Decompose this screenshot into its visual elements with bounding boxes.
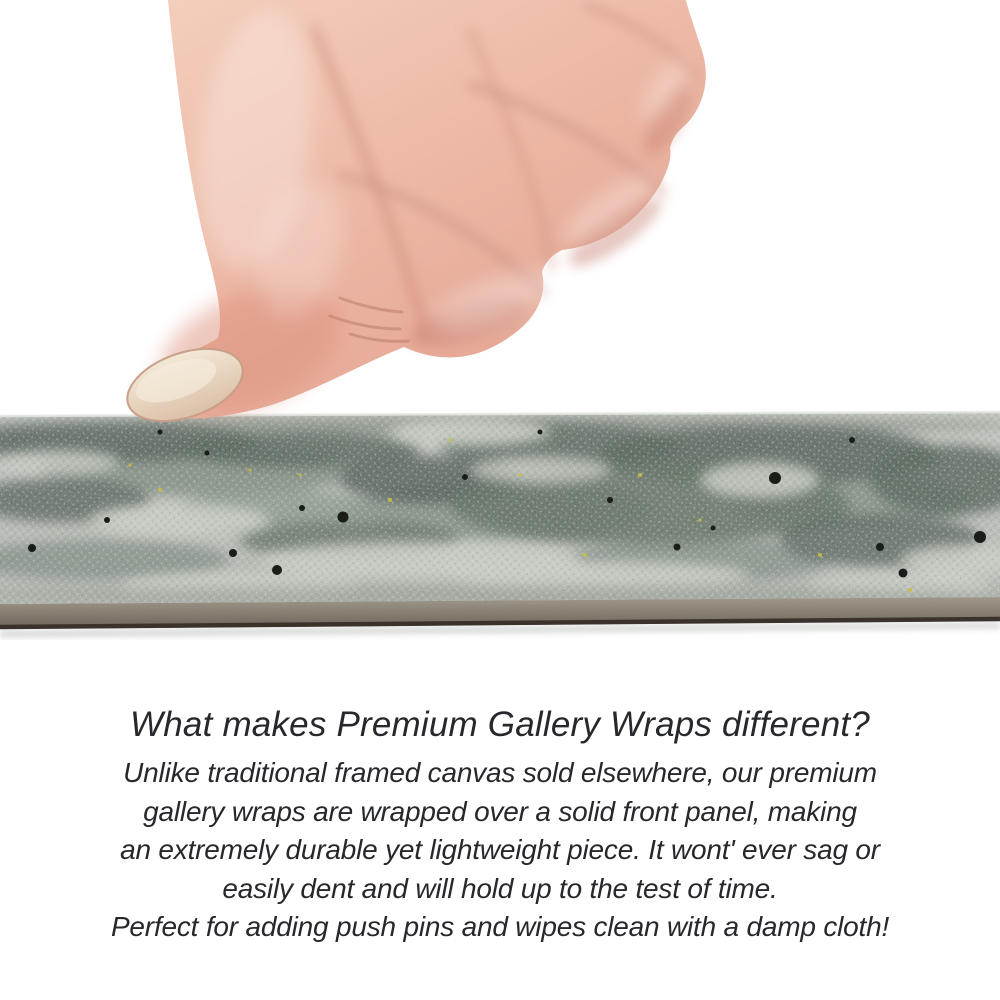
- info-heading: What makes Premium Gallery Wraps different?: [130, 705, 870, 744]
- info-line: easily dent and will hold up to the test of time.: [222, 872, 778, 904]
- canvas-strip: [0, 410, 1000, 638]
- info-section: [0, 704, 1000, 947]
- info-line: an extremely durable yet lightweight piece. It wont' ever sag or: [120, 834, 880, 866]
- hand: [118, 0, 706, 437]
- info-line: Perfect for adding push pins and wipes clean with a damp cloth!: [110, 911, 890, 943]
- info-line: gallery wraps are wrapped over a solid front panel, making: [143, 795, 857, 827]
- info-line: Unlike traditional framed canvas sold elsewhere, our premium: [123, 757, 877, 788]
